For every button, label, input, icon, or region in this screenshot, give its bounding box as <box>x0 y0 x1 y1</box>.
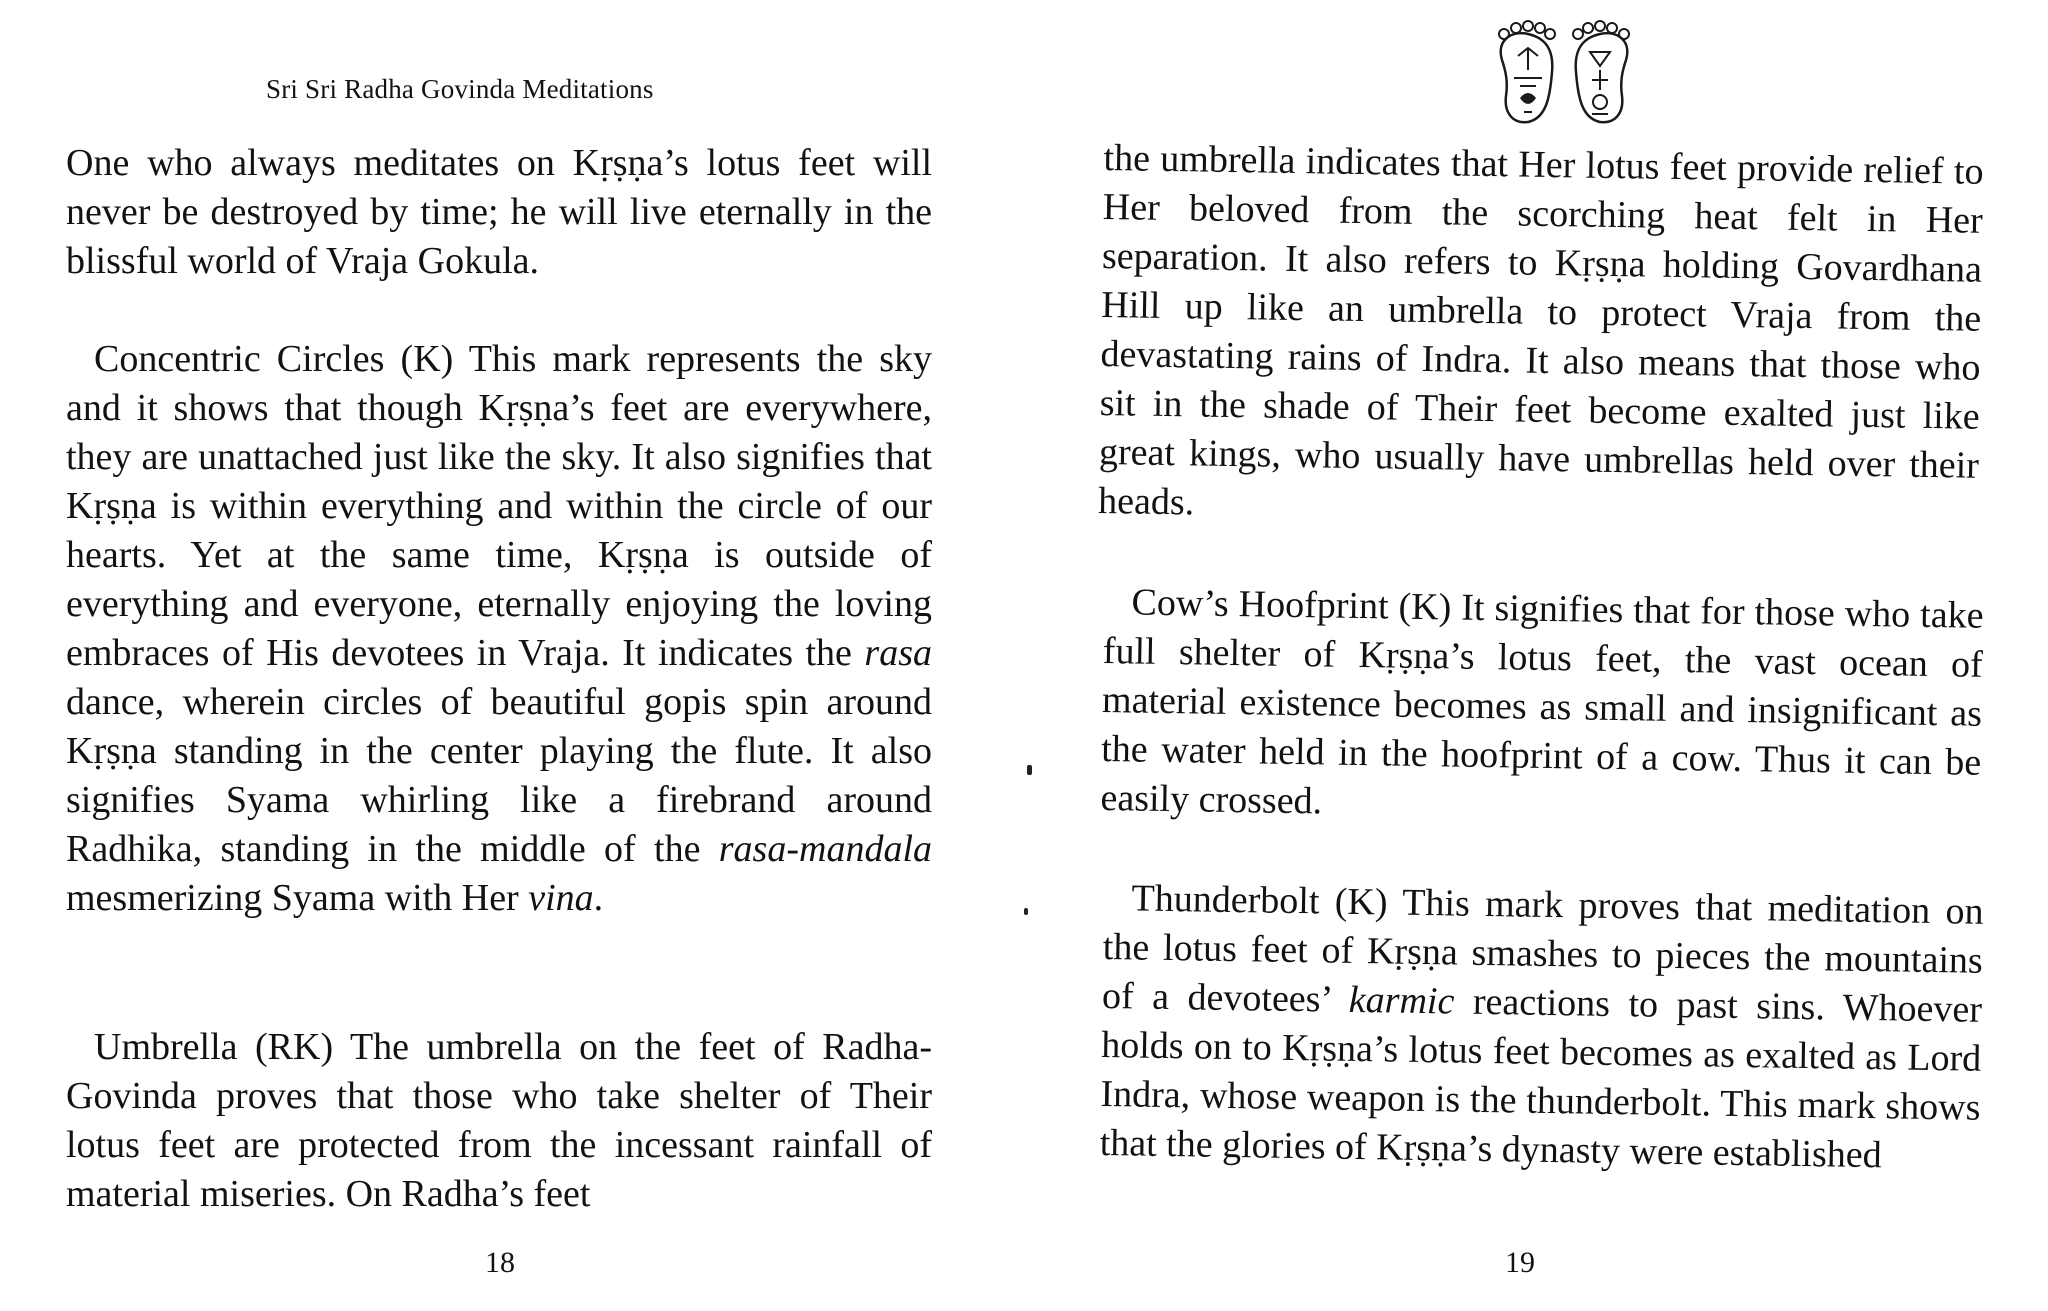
page-number: 19 <box>1505 1246 1535 1279</box>
lotus-feet-emblem <box>1484 20 1644 128</box>
page-number: 18 <box>485 1246 515 1279</box>
paragraph-text: One who always meditates on Kṛṣṇa’s lotus feet will never be destroyed by time; he will live eternally in the blissful world of Vraja Gokula. <box>66 142 932 282</box>
paragraph-concentric-circles <box>66 335 932 923</box>
gutter-speck <box>1024 908 1028 915</box>
paragraph-thunderbolt <box>1099 874 1984 1182</box>
paragraph-text: Cow’s Hoofprint (K) It signifies that for those who take full shelter of Kṛṣṇa’s lotus feet, the vast ocean of material existence becomes as small and insignificant as the water held in the hoofprint of a cow. Thus it can be easily crossed. <box>1100 581 1984 823</box>
paragraph-text: Umbrella (RK) The umbrella on the feet of Radha-Govinda proves that those who take shelter of Their lotus feet are protected from the incessant rainfall of material miseries. On Radha’s feet <box>66 1026 932 1215</box>
left-page <box>66 0 932 1311</box>
paragraph-text: the umbrella indicates that Her lotus feet provide relief to Her beloved from the scorching heat felt in Her separation. It also refers to Kṛṣṇa holding Govardhana Hill up like an umbrella to protect Vraja from the devastating rains of Indra. It also means that those who sit in the shade of Their feet become exalted just like great kings, who usually have umbrellas held over their heads. <box>1097 136 1984 524</box>
gutter-speck <box>1027 765 1032 775</box>
right-page <box>1097 0 1984 1311</box>
paragraph-umbrella-continued <box>1098 134 1984 540</box>
paragraph-intro <box>66 139 932 286</box>
running-head: Sri Sri Radha Govinda Meditations <box>266 74 654 104</box>
paragraph-text: Thunderbolt (K) This mark proves that meditation on the lotus feet of Kṛṣṇa smashes to pieces the mountains of a devotees’ karmic reactions to past sins. Whoever holds on to Kṛṣṇa’s lotus feet becomes as exalted as Lord Indra, whose weapon is the thunderbolt. This mark shows that the glories of Kṛṣṇa’s dynasty were established <box>1099 877 1984 1177</box>
paragraph-text: Concentric Circles (K) This mark represents the sky and it shows that though Kṛṣṇa’s feet are everywhere, they are unattached just like the sky. It also signifies that Kṛṣṇa is within everything and within the circle of our hearts. Yet at the same time, Kṛṣṇa is outside of everything and everyone, eternally enjoying the loving embraces of His devotees in Vraja. It indicates the rasa dance, wherein circles of beautiful gopis spin around Kṛṣṇa standing in the center playing the flute. It also signifies Syama whirling like a firebrand around Radhika, standing in the middle of the rasa-mandala mesmerizing Syama with Her vina. <box>66 338 932 919</box>
paragraph-umbrella <box>66 1023 932 1219</box>
paragraph-cows-hoofprint <box>1100 578 1984 837</box>
